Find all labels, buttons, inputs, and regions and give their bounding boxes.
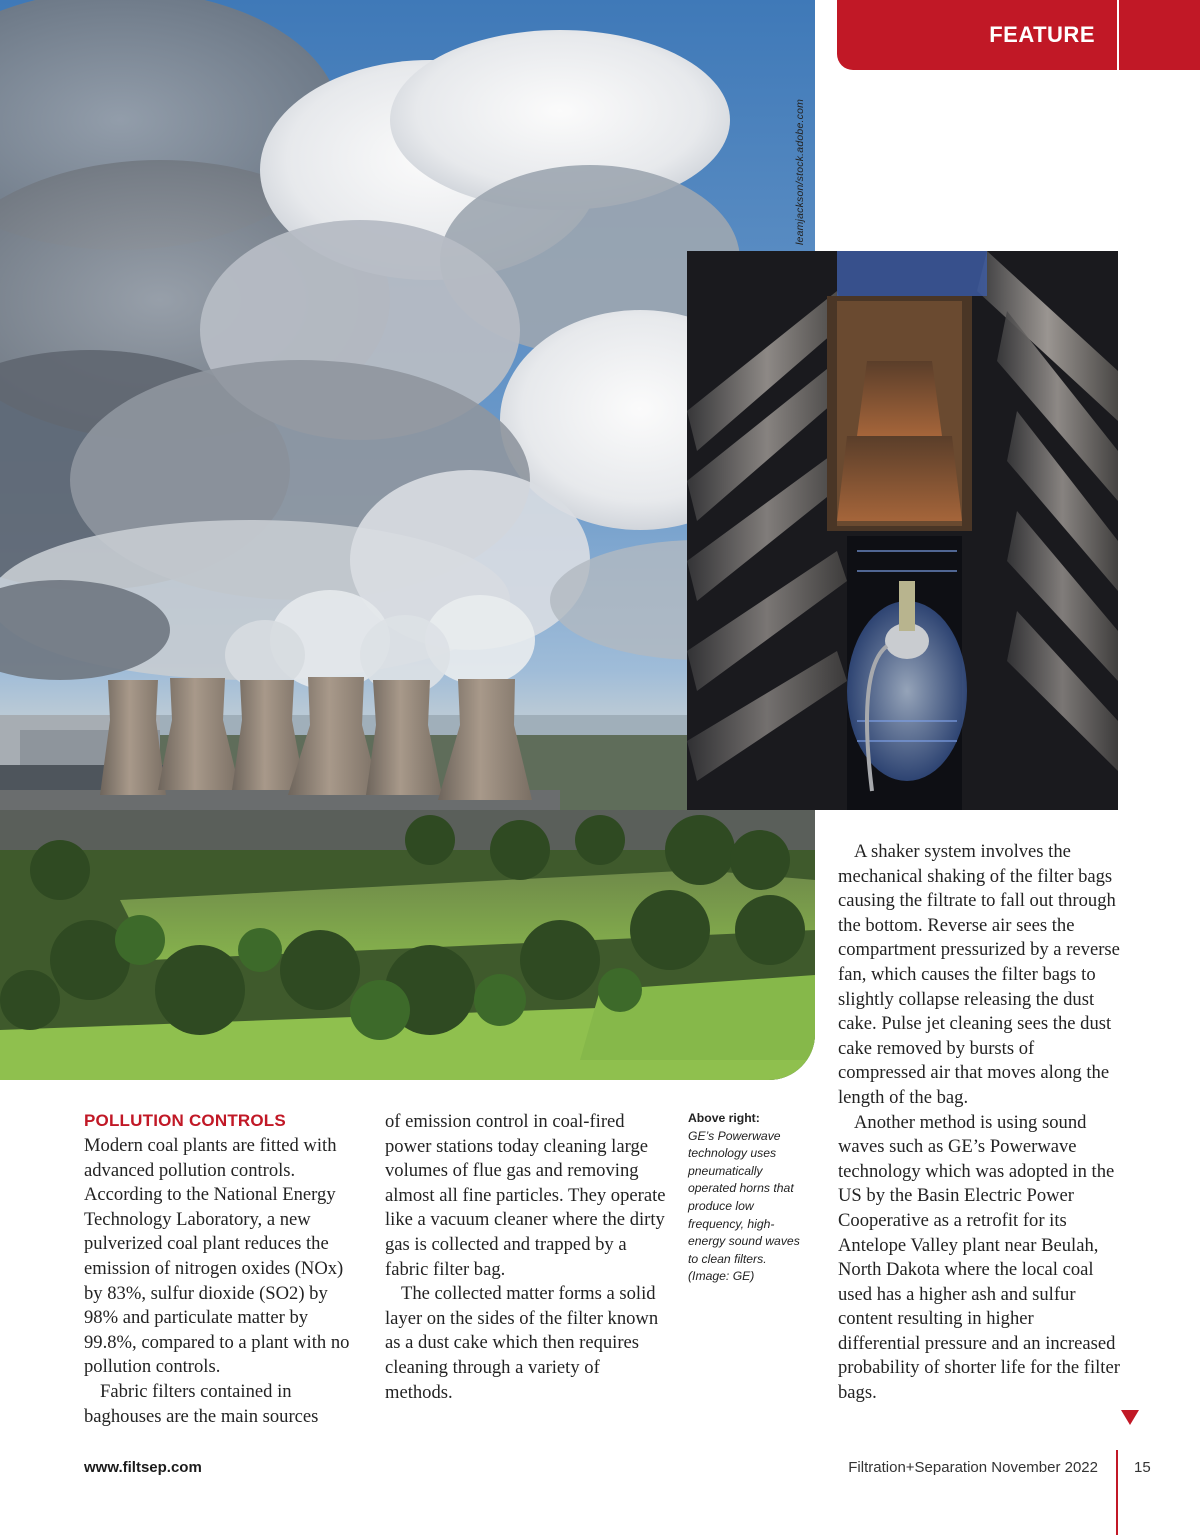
section-tab-label: FEATURE xyxy=(989,22,1095,47)
paragraph: Another method is using sound waves such as GE’s Powerwave technology which was adopted in the US by the Basin Electric Power Cooperative as a retrofit for its Antelope Valley plant near Beulah, North Dakota where the local coal used has a higher ash and sulfur content resulting in higher differential pressure and an increased probability of shorter life for the filter bags. xyxy=(838,1111,1120,1404)
caption-title: Above right: xyxy=(688,1111,760,1125)
photo-caption xyxy=(688,1110,806,1286)
photo-credit: leamjackson/stock.adobe.com xyxy=(794,98,806,245)
article-column-2 xyxy=(385,1110,667,1405)
paragraph: Modern coal plants are fitted with advanced pollution controls. According to the National Energy Technology Laboratory, a new pulverized coal plant reduces the emission of nitrogen oxides (NOx) by 83%, sulfur dioxide (SO2) by 98% and particulate matter by 99.8%, compared to a plant with no pollution controls. xyxy=(84,1135,350,1378)
page-number: 15 xyxy=(1134,1459,1151,1476)
section-heading: POLLUTION CONTROLS xyxy=(84,1111,286,1130)
paragraph: Fabric filters contained in baghouses are the main sources xyxy=(84,1380,319,1427)
section-tab xyxy=(837,0,1117,70)
article-column-3 xyxy=(838,840,1120,1406)
inset-photo xyxy=(687,251,1118,810)
section-tab-edge xyxy=(1119,0,1200,70)
footer-url[interactable]: www.filtsep.com xyxy=(84,1459,202,1476)
footer-magazine-issue: Filtration+Separation November 2022 xyxy=(848,1459,1098,1476)
paragraph: A shaker system involves the mechanical shaking of the filter bags causing the filtrate to fall out through the bottom. Reverse air sees the compartment pressurized by a reverse fan, which causes the filter bags to slightly collapse releasing the dust cake. Pulse jet cleaning sees the dust cake removed by bursts of compressed air that moves along the length of the bag. xyxy=(838,841,1120,1108)
paragraph: of emission control in coal-fired power stations today cleaning large volumes of flue gas and removing almost all fine particles. They operate like a vacuum cleaner where the dirty gas is collected and trapped by a fabric filter bag. xyxy=(385,1111,666,1280)
caption-body: GE’s Powerwave technology uses pneumatically operated horns that produce low frequency, high-energy sound waves to clean filters. (Image: GE) xyxy=(688,1128,800,1284)
footer-divider xyxy=(1116,1450,1118,1535)
article-column-1 xyxy=(84,1110,364,1429)
paragraph: The collected matter forms a solid layer on the sides of the filter known as a dust cake which then requires cleaning through a variety of methods. xyxy=(385,1283,659,1403)
continued-arrow-icon xyxy=(1121,1410,1139,1425)
